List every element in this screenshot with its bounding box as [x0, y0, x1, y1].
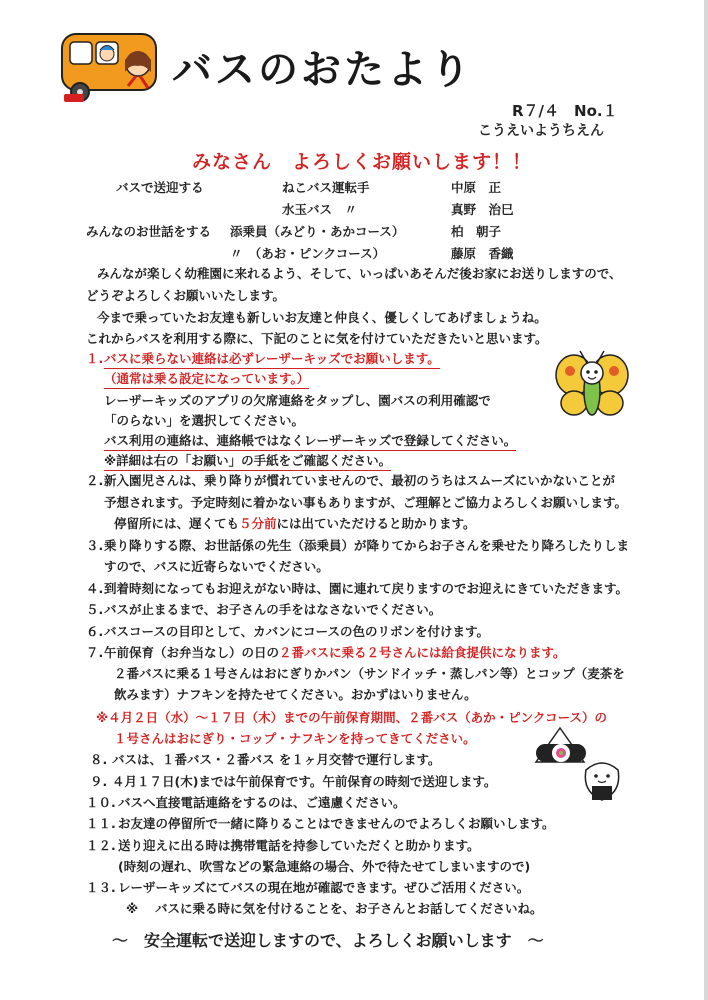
staff-title: ねこバス運転手: [282, 180, 370, 195]
intro-line: みんなが楽しく幼稚園に来れるよう、そして、いっぱいあそんだ後お家にお送りしますので、: [97, 266, 622, 281]
greeting-heading: みなさん よろしくお願いします！！: [192, 151, 533, 173]
item-1-line: （通常は乗る設定になっています。）: [104, 369, 309, 389]
item-7-line: 飲みます）ナフキンを持たせてください。おかずはいりません。: [114, 687, 477, 702]
bus-illustration-icon: [58, 28, 162, 106]
item-7-line: 午前保育（お弁当なし）の日の２番バスに乗る２号さんには給食提供になります。: [104, 645, 566, 660]
staff-name: 柏 朝子: [451, 224, 502, 239]
item-number: ５.: [86, 602, 104, 617]
item-13-note: ※ バスに乗る時に気を付けることを、お子さんとお話してくださいね。: [126, 901, 543, 916]
issue-date: R７/４ No.１: [512, 102, 618, 120]
school-name: こうえいようちえん: [478, 123, 604, 139]
item-8-line: バスは、１番バス・２番バス を１ヶ月交替で運行します。: [112, 752, 441, 767]
item-number: ４.: [86, 581, 104, 596]
item-7-line: ２番バスに乗る１号さんはおにぎりかパン（サンドイッチ・蒸しパン等）とコップ（麦茶を: [114, 666, 625, 681]
staff-name: 真野 治巳: [451, 202, 514, 217]
item-2-line: 停留所には、遅くても５分前には出ていただけると助かります。: [114, 516, 476, 531]
item-1-line: レーザーキッズのアプリの欠席連絡をタップし、園バスの利用確認で: [104, 393, 491, 408]
item-number: １３.: [86, 880, 116, 895]
intro-line: どうぞよろしくお願いいたします。: [86, 288, 286, 303]
item-number: ８.: [90, 752, 108, 767]
page-title: バスのおたより: [172, 47, 473, 93]
item-number: １２.: [86, 838, 116, 853]
item-12-line: 送り迎えに出る時は携帯電話を持参していただくと助かります。: [118, 838, 480, 853]
staff-name: 藤原 香織: [451, 246, 514, 261]
item-6-line: バスコースの目印として、カバンにコースの色のリボンを付けます。: [104, 624, 490, 639]
item-13-line: レーザーキッズにてバスの現在地が確認できます。ぜひご活用ください。: [118, 880, 530, 895]
closing-message: ～ 安全運転で送迎しますので、よろしくお願いします ～: [112, 931, 544, 950]
intro-line: 今まで乗っていたお友達も新しいお友達と仲良く、優しくしてあげましょうね。: [97, 310, 547, 325]
item-12-line: (時刻の遅れ、吹雪などの緊急連絡の場合、外で待たせてしまいますので): [118, 859, 531, 874]
item-3-line: すので、バスに近寄らないでください。: [104, 559, 329, 574]
staff-name: 中原 正: [451, 180, 502, 195]
item-10-line: バスへ直接電話連絡をするのは、ご遠慮ください。: [118, 795, 406, 810]
staff-role: バスで送迎する: [116, 180, 204, 195]
onigiri-illustration-icon: [530, 722, 620, 812]
item-2-line: 新入園児さんは、乗り降りが慣れていませんので、最初のうちはスムーズにいかないことが: [104, 473, 616, 488]
item-1-line: ※詳細は右の「お願い」の手紙をご確認ください。: [104, 451, 391, 471]
intro-line: これからバスを利用する際に、下記のことに気を付けていただきたいと思います。: [86, 331, 548, 346]
item-number: ３.: [86, 538, 104, 553]
item-1-line: 「のらない」を選択してください。: [104, 413, 305, 428]
butterfly-illustration-icon: [552, 345, 632, 425]
item-7-note: ※４月２日（水）～１７日（木）までの午前保育期間、２番バス（あか・ピンクコース）の: [96, 710, 608, 725]
item-number: ６.: [86, 624, 104, 639]
item-9-line: ４月１７日(木)までは午前保育です。午前保育の時刻で送迎します。: [112, 774, 497, 789]
staff-title: 水玉バス 〃: [282, 202, 358, 217]
item-4-line: 到着時刻になってもお迎えがない時は、園に連れて戻りますのでお迎えにきていただきます。: [104, 581, 629, 596]
item-2-line: 予想されます。予定時刻に着かない事もありますが、ご理解とご協力よろしくお願いします。: [104, 495, 628, 510]
staff-title: 〃 （あお・ピンクコース）: [230, 246, 386, 261]
item-1-line: バス利用の連絡は、連絡帳ではなくレーザーキッズで登録してください。: [104, 431, 516, 451]
item-number: ２.: [86, 473, 104, 488]
item-number: １.: [86, 351, 104, 366]
item-1-line: バスに乗らない連絡は必ずレーザーキッズでお願いします。: [104, 349, 440, 369]
item-number: ９.: [90, 774, 108, 789]
item-number: ７.: [86, 645, 104, 660]
staff-role: みんなのお世話をする: [86, 224, 212, 239]
item-7-note: １号さんはおにぎり・コップ・ナフキンを持ってきてください。: [114, 731, 476, 746]
item-number: １１.: [86, 816, 116, 831]
item-11-line: お友達の停留所で一緒に降りることはできませんのでよろしくお願いします。: [118, 816, 555, 831]
item-5-line: バスが止まるまで、お子さんの手をはなさないでください。: [104, 602, 442, 617]
staff-title: 添乗員（みどり・あかコース）: [230, 224, 405, 239]
item-3-line: 乗り降りする際、お世話係の先生（添乗員）が降りてからお子さんを乗せたり降ろしたりしま: [104, 538, 630, 553]
item-number: １０.: [86, 795, 116, 810]
scan-edge: [704, 0, 708, 1000]
